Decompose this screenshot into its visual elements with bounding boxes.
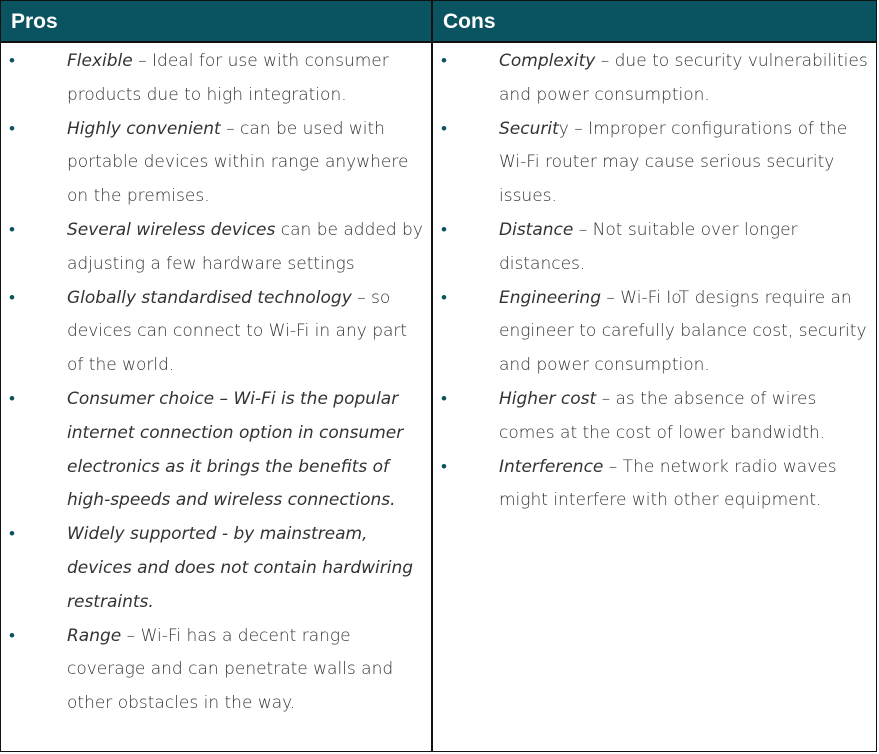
pros-item [1, 383, 431, 518]
bullet-icon: • [441, 51, 447, 71]
bullet-icon: • [9, 219, 15, 240]
cons-item-description: y – Improper configurations of the Wi-Fi router may cause serious security issues. [499, 118, 848, 207]
pros-item-term: Consumer choice [67, 388, 215, 409]
cons-item-description: – due to security vulnerabilities and power consumption. [499, 51, 868, 105]
pros-item [1, 113, 431, 214]
bullet-icon: • [441, 456, 447, 477]
cons-item-term: Distance [499, 219, 574, 240]
cons-item-description: – Wi-Fi IoT designs require an engineer to carefully balance cost, security and power consumption. [499, 287, 867, 376]
pros-item [1, 282, 431, 383]
pros-item [1, 214, 431, 282]
pros-item-description: – Wi-Fi is the popular internet connection option in consumer electronics as it brings the benefits of high-speeds and wireless connections. [67, 388, 404, 511]
cons-item [433, 113, 876, 214]
pros-item-term: Range [67, 625, 122, 646]
cons-item-description: – The network radio waves might interfere with other equipment. [499, 456, 837, 511]
pros-item [1, 620, 431, 721]
cons-item-term: Engineering [499, 287, 601, 308]
cons-item-term: Complexity [499, 51, 596, 71]
pros-item-term: Widely supported [67, 524, 217, 545]
bullet-icon: • [9, 51, 15, 71]
pros-header: Pros [1, 1, 433, 43]
bullet-icon: • [9, 625, 15, 646]
bullet-icon: • [441, 287, 447, 308]
pros-item-term: Flexible [67, 51, 133, 71]
cons-item [433, 45, 876, 113]
bullet-icon: • [9, 118, 15, 139]
bullet-icon: • [9, 524, 15, 545]
pros-item-description: – Ideal for use with consumer products due to high integration. [67, 51, 389, 105]
pros-column [1, 43, 433, 751]
bullet-icon: • [9, 388, 15, 409]
pros-list [1, 45, 431, 721]
cons-column [433, 43, 876, 751]
cons-item [433, 214, 876, 282]
pros-item-description: - by mainstream, devices and does not contain hardwiring restraints. [67, 524, 414, 612]
cons-item-description: – as the absence of wires comes at the cost of lower bandwidth. [499, 388, 826, 443]
bullet-icon: • [441, 219, 447, 240]
cons-list [433, 45, 876, 518]
pros-item-description: – can be used with portable devices within range anywhere on the premises. [67, 118, 409, 207]
cons-item-term: Securit [499, 118, 559, 139]
pros-item-term: Highly convenient [67, 118, 221, 139]
pros-item-term: Globally standardised technology [67, 287, 352, 308]
pros-item [1, 45, 431, 113]
cons-item-description: – Not suitable over longer distances. [499, 219, 798, 274]
cons-item-term: Higher cost [499, 388, 597, 409]
pros-item [1, 518, 431, 619]
cons-item [433, 383, 876, 451]
pros-item-description: – Wi-Fi has a decent range coverage and can penetrate walls and other obstacles in the way. [67, 625, 394, 714]
bullet-icon: • [441, 118, 447, 139]
pros-item-description: can be added by adjusting a few hardware settings [67, 219, 423, 274]
cons-item [433, 282, 876, 383]
bullet-icon: • [441, 388, 447, 409]
cons-item-term: Interference [499, 456, 604, 477]
cons-item [433, 451, 876, 519]
pros-item-term: Several wireless devices [67, 219, 276, 240]
pros-item-description: – so devices can connect to Wi-Fi in any part of the world. [67, 287, 408, 376]
bullet-icon: • [9, 287, 15, 308]
cons-header: Cons [433, 1, 876, 43]
